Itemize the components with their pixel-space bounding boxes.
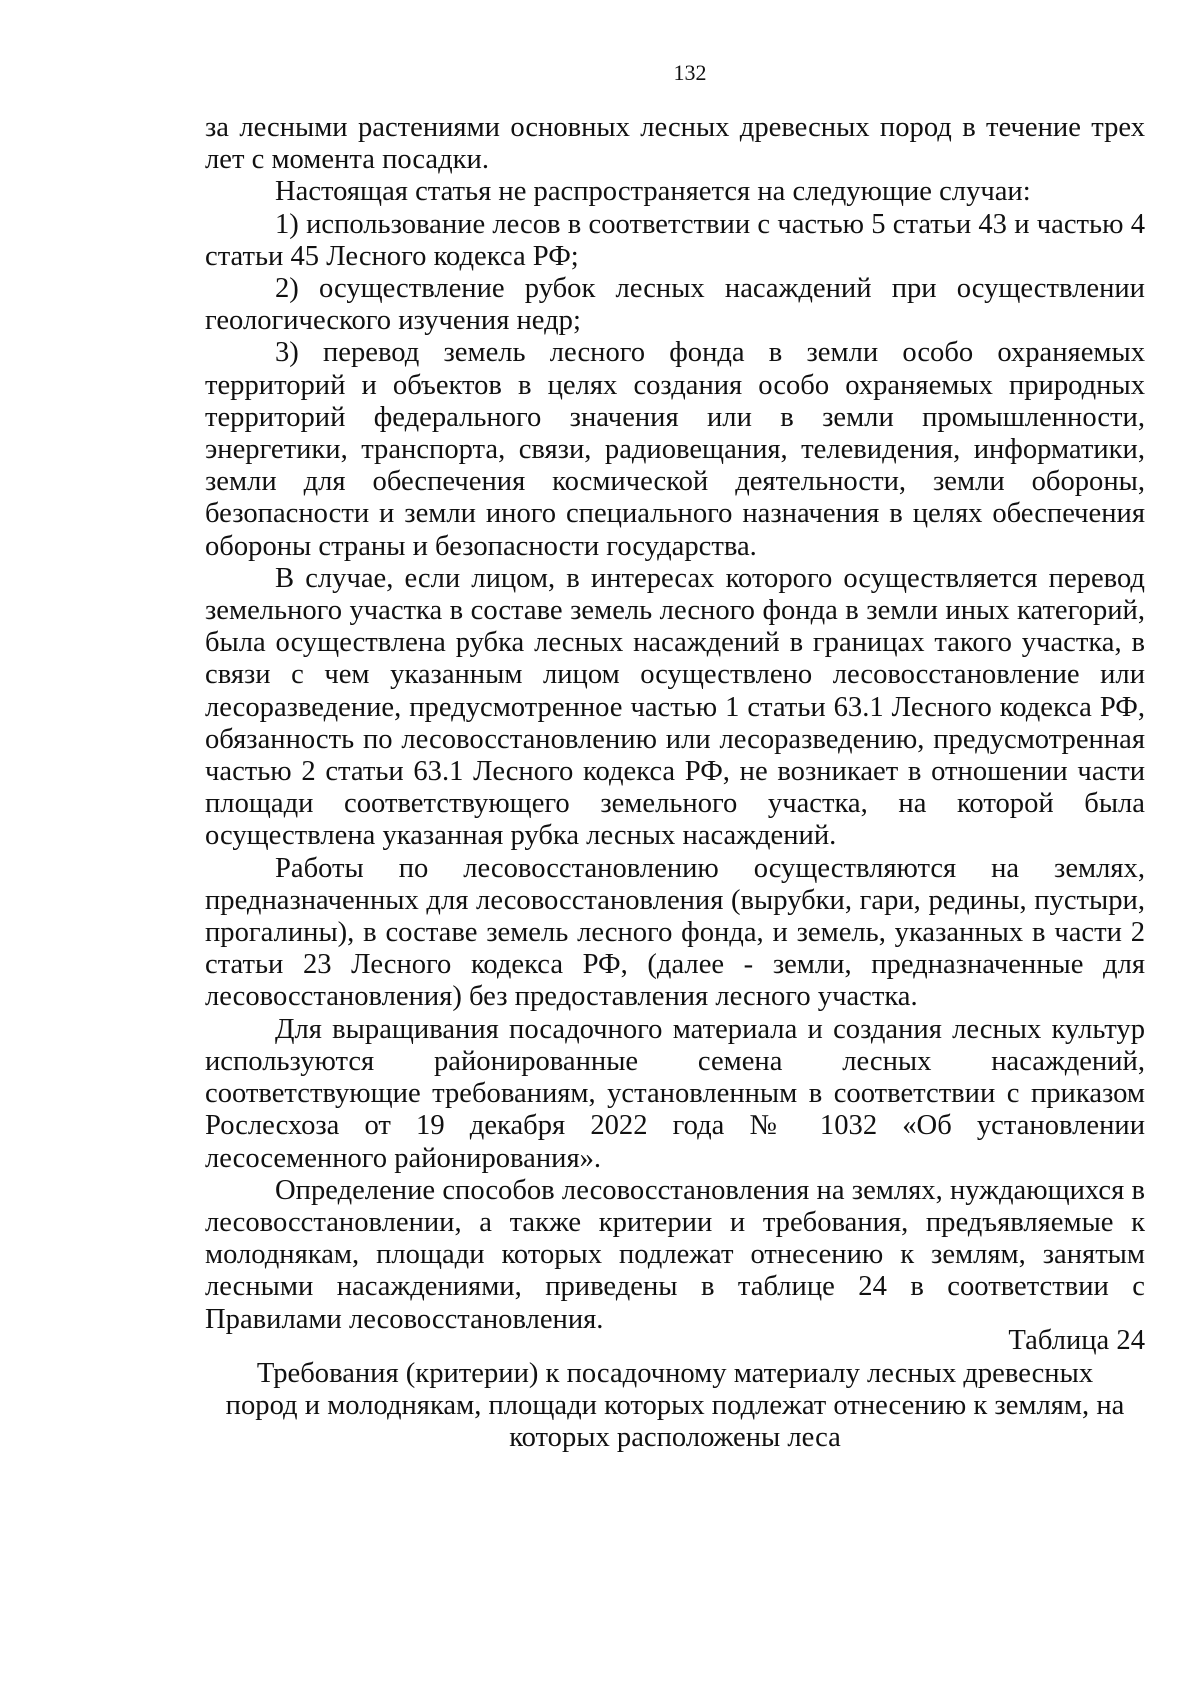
- paragraph: Настоящая статья не распространяется на следующие случаи:: [275, 176, 1031, 208]
- table-caption-line: Требования (критерии) к посадочному материалу лесных древесных: [256, 1358, 1094, 1389]
- list-item: 3) перевод земель лесного фонда в земли особо охраняемых территорий и объектов в целях создания особо охраняемых природных территорий федерального значения или в земли промышленности, энергетики, транспорта, связи, радиовещания, телевидения, информатики, земли для обеспечения космической деятельности, земли обороны, безопасности и земли иного специального назначения в целях обеспечения обороны страны и безопасности государства.: [205, 337, 1145, 562]
- table-label: Таблица 24: [1008, 1325, 1145, 1356]
- list-item: 2) осуществление рубок лесных насаждений при осуществлении геологического изучения недр;: [205, 273, 1145, 337]
- paragraph: Для выращивания посадочного материала и создания лесных культур используются районированные семена лесных насаждений, соответствующие требованиям, установленным в соответствии с приказом Рослесхоза от 19 декабря 2022 года № 1032 «Об установлении лесосеменного районирования».: [205, 1013, 1145, 1174]
- table-caption-line: пород и молоднякам, площади которых подлежат отнесению к землям, на: [225, 1390, 1125, 1422]
- paragraph: за лесными растениями основных лесных древесных пород в течение трех лет с момента посадки.: [205, 112, 1145, 176]
- table-caption-line: которых расположены леса: [509, 1422, 841, 1454]
- body-text: [205, 112, 1145, 1336]
- paragraph: В случае, если лицом, в интересах которого осуществляется перевод земельного участка в составе земель лесного фонда в земли иных категорий, была осуществлена рубка лесных насаждений в границах такого участка, в связи с чем указанным лицом осуществлено лесовосстановление или лесоразведение, предусмотренное частью 1 статьи 63.1 Лесного кодекса РФ, обязанность по лесовосстановлению или лесоразведению, предусмотренная частью 2 статьи 63.1 Лесного кодекса РФ, не возникает в отношении части площади соответствующего земельного участка, на которой была осуществлена указанная рубка лесных насаждений.: [205, 562, 1145, 852]
- page-number: 132: [673, 60, 707, 85]
- table-caption: [205, 1358, 1145, 1455]
- list-item: 1) использование лесов в соответствии с частью 5 статьи 43 и частью 4 статьи 45 Лесного кодекса РФ;: [205, 208, 1145, 272]
- paragraph: Определение способов лесовосстановления на землях, нуждающихся в лесовосстановлении, а также критерии и требования, предъявляемые к молоднякам, площади которых подлежат отнесению к землям, занятым лесными насаждениями, приведены в таблице 24 в соответствии с Правилами лесовосстановления.: [205, 1174, 1145, 1335]
- paragraph: Работы по лесовосстановлению осуществляются на землях, предназначенных для лесовосстановления (вырубки, гари, редины, пустыри, прогалины), в составе земель лесного фонда, и земель, указанных в части 2 статьи 23 Лесного кодекса РФ, (далее - земли, предназначенные для лесовосстановления) без предоставления лесного участка.: [205, 852, 1145, 1013]
